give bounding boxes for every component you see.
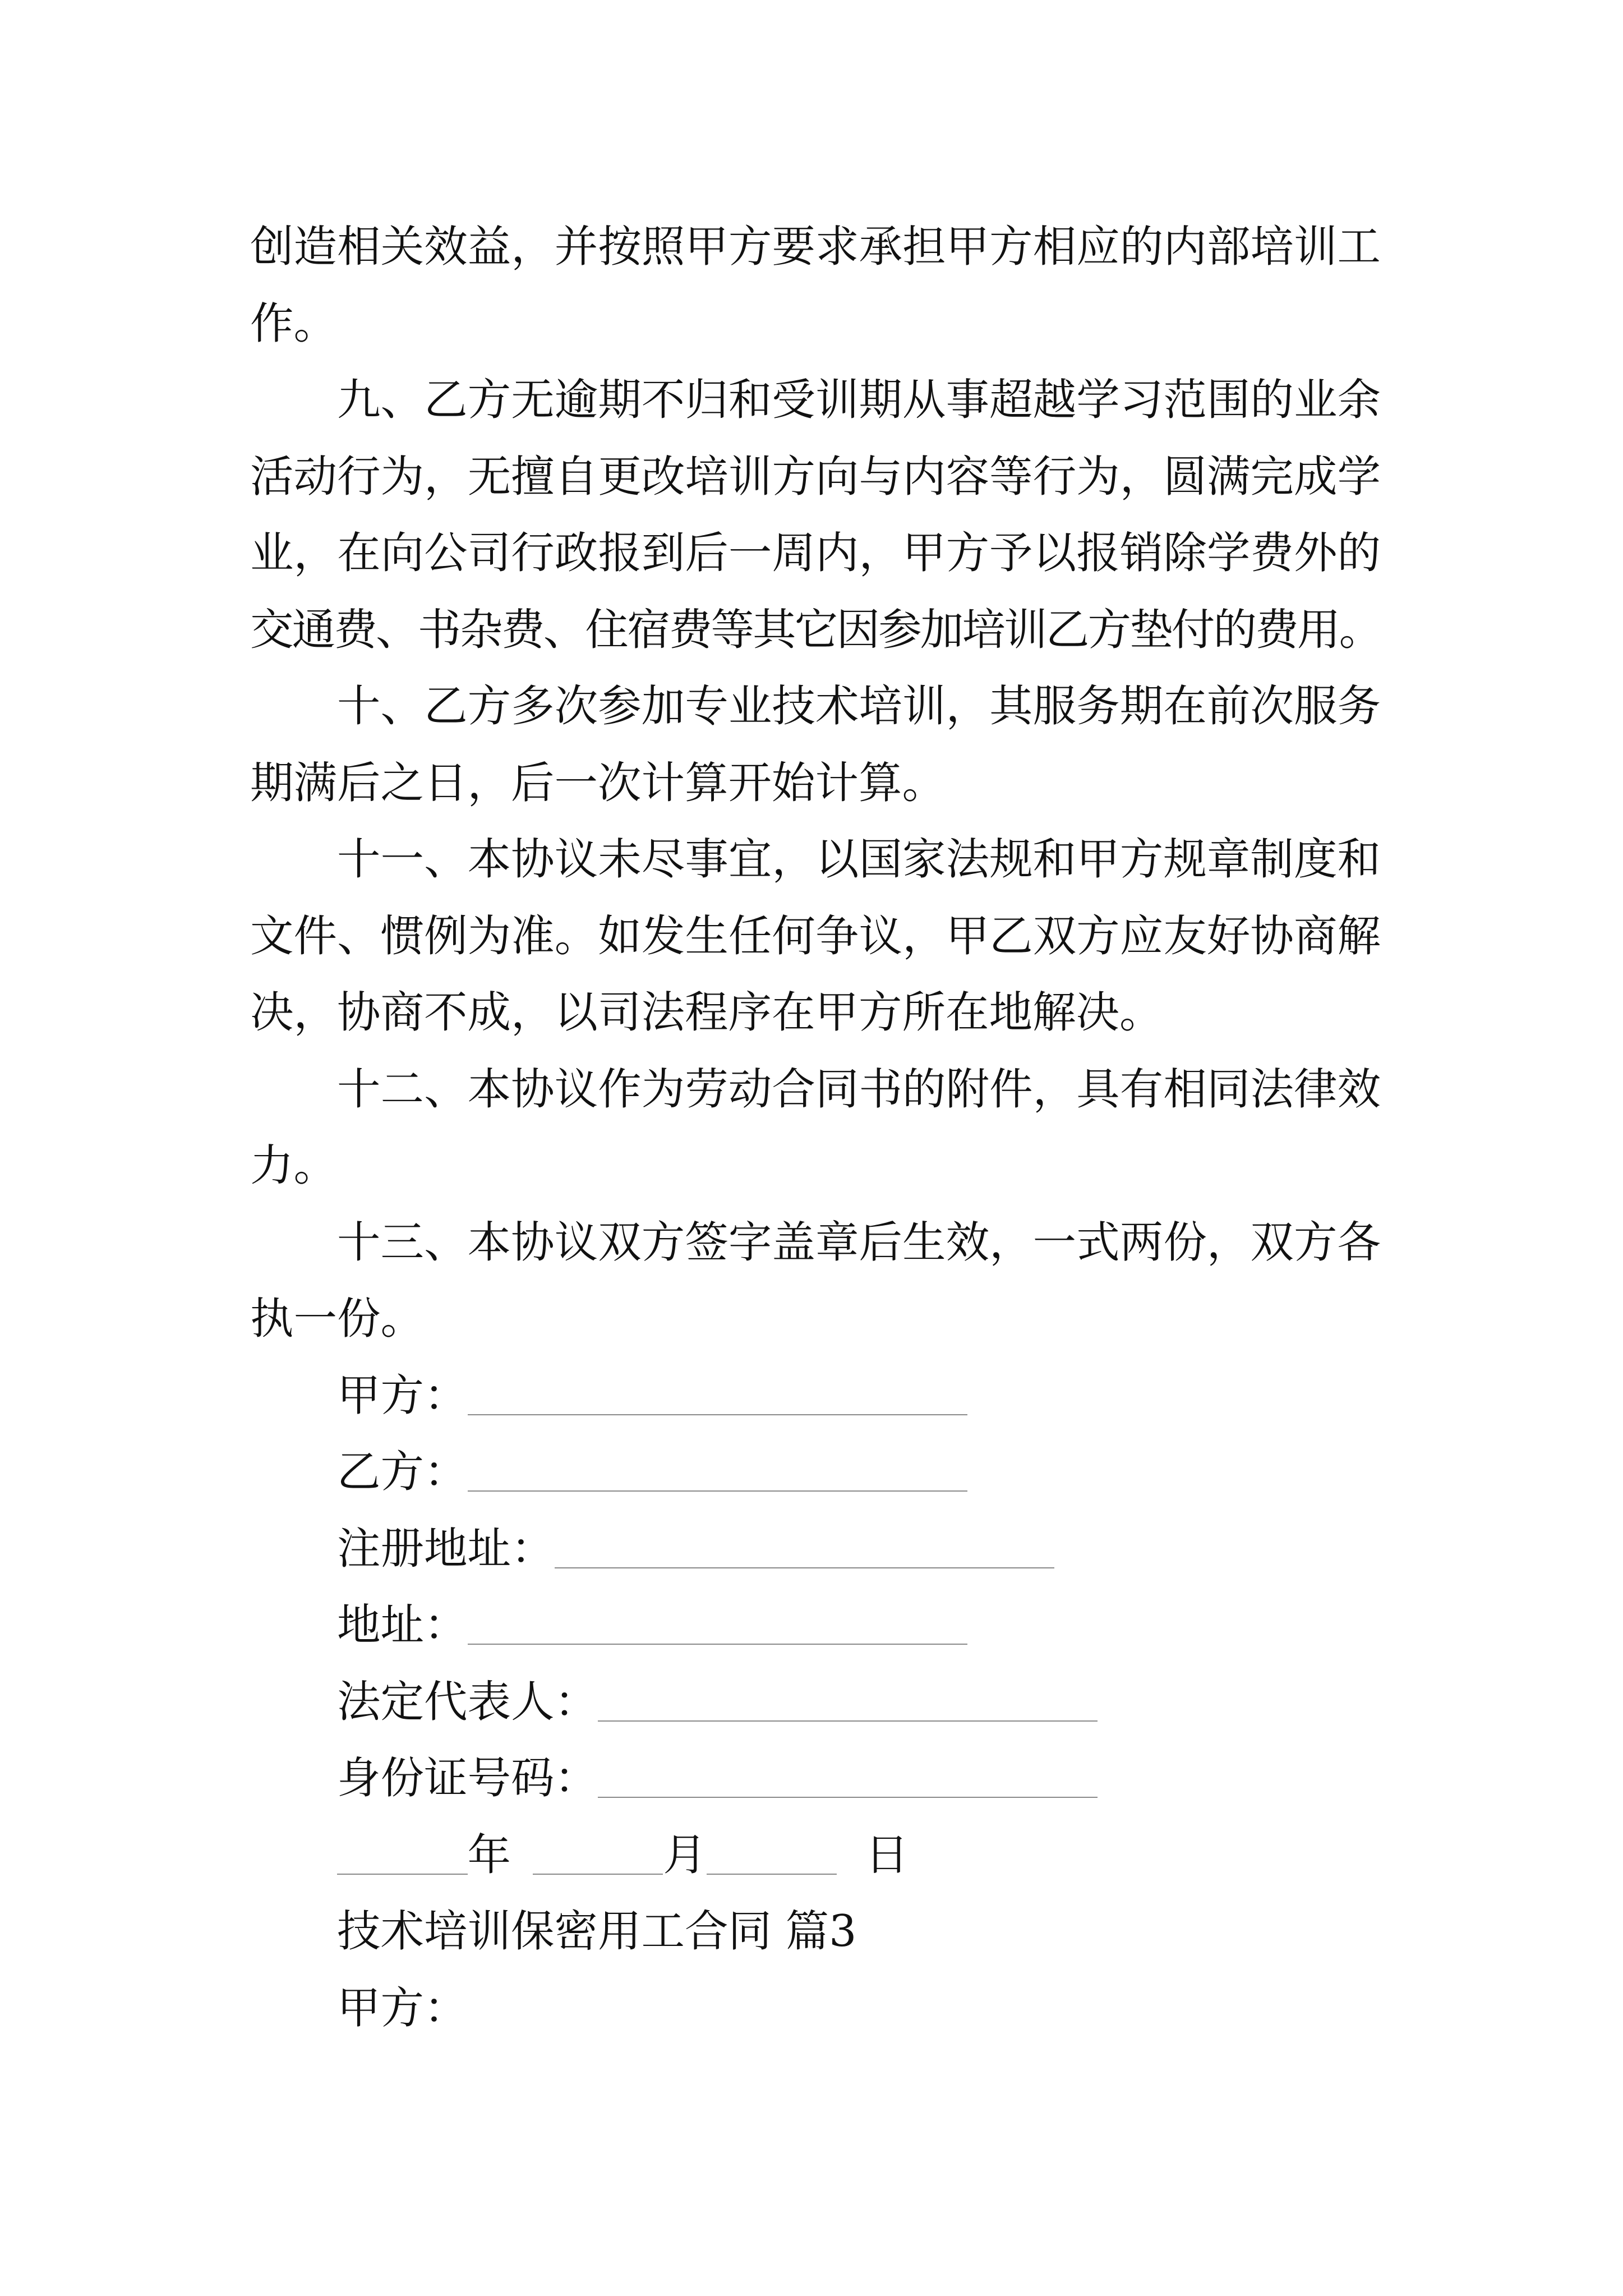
legal-representative-blank-line (598, 1720, 1098, 1722)
paragraph-line: 力。 (250, 1140, 338, 1191)
paragraph-line: 交通费、书杂费、住宿费等其它因参加培训乙方垫付的费用。 (250, 604, 1381, 655)
legal-representative-label: 法定代表人： (337, 1676, 598, 1727)
id-number-blank-line (598, 1797, 1098, 1798)
signature-block (250, 1358, 1381, 1894)
clause-10 (250, 668, 1381, 821)
paragraph-line: 活动行为，无擅自更改培训方向与内容等行为，圆满完成学 (250, 451, 1381, 502)
legal-representative-field (250, 1664, 1381, 1741)
continuation-paragraph (250, 209, 1381, 362)
registered-address-field (250, 1511, 1381, 1588)
party-b-label: 乙方： (337, 1447, 468, 1497)
section-title: 技术培训保密用工合同 篇3 (337, 1906, 857, 1957)
clause-13 (250, 1204, 1381, 1358)
paragraph-line: 作。 (250, 298, 338, 349)
paragraph-line: 执一份。 (250, 1294, 425, 1344)
id-number-label: 身份证号码： (337, 1753, 598, 1803)
clause-9 (250, 362, 1381, 668)
month-blank-line (533, 1874, 663, 1875)
paragraph-line: 决，协商不成，以司法程序在甲方所在地解决。 (250, 987, 1163, 1038)
paragraph-line: 十、乙方多次参加专业技术培训，其服务期在前次服务 (337, 681, 1381, 731)
id-number-field (250, 1740, 1381, 1817)
month-label: 月 (663, 1829, 707, 1880)
year-label: 年 (467, 1829, 511, 1880)
paragraph-line: 创造相关效益，并按照甲方要求承担甲方相应的内部培训工 (250, 222, 1381, 272)
party-b-blank-line (468, 1490, 967, 1492)
address-blank-line (468, 1644, 967, 1645)
registered-address-label: 注册地址： (337, 1523, 555, 1574)
address-field (250, 1587, 1381, 1664)
party-b-field (250, 1434, 1381, 1511)
party-a-blank-line (468, 1414, 967, 1415)
paragraph-line: 业，在向公司行政报到后一周内，甲方予以报销除学费外的 (250, 528, 1381, 578)
party-a-field (250, 1358, 1381, 1434)
party-a-label: 甲方： (337, 1370, 468, 1421)
next-section (250, 1893, 1381, 2046)
registered-address-blank-line (555, 1567, 1054, 1568)
year-blank-line (337, 1874, 468, 1875)
paragraph-line: 十一、本协议未尽事宜，以国家法规和甲方规章制度和 (337, 834, 1381, 885)
document-body (250, 209, 1381, 2046)
paragraph-line: 十三、本协议双方签字盖章后生效，一式两份，双方各 (337, 1217, 1381, 1268)
clause-12 (250, 1051, 1381, 1204)
day-label: 日 (865, 1829, 909, 1880)
address-label: 地址： (337, 1600, 468, 1650)
section-party-a-label: 甲方： (337, 1982, 468, 2033)
date-line (250, 1817, 1381, 1894)
day-blank-line (707, 1874, 837, 1875)
paragraph-line: 九、乙方无逾期不归和受训期从事超越学习范围的业余 (337, 375, 1381, 425)
paragraph-line: 文件、惯例为准。如发生任何争议，甲乙双方应友好协商解 (250, 910, 1381, 961)
paragraph-line: 期满后之日，后一次计算开始计算。 (250, 757, 946, 808)
paragraph-line: 十二、本协议作为劳动合同书的附件，具有相同法律效 (337, 1064, 1381, 1115)
clause-11 (250, 821, 1381, 1051)
